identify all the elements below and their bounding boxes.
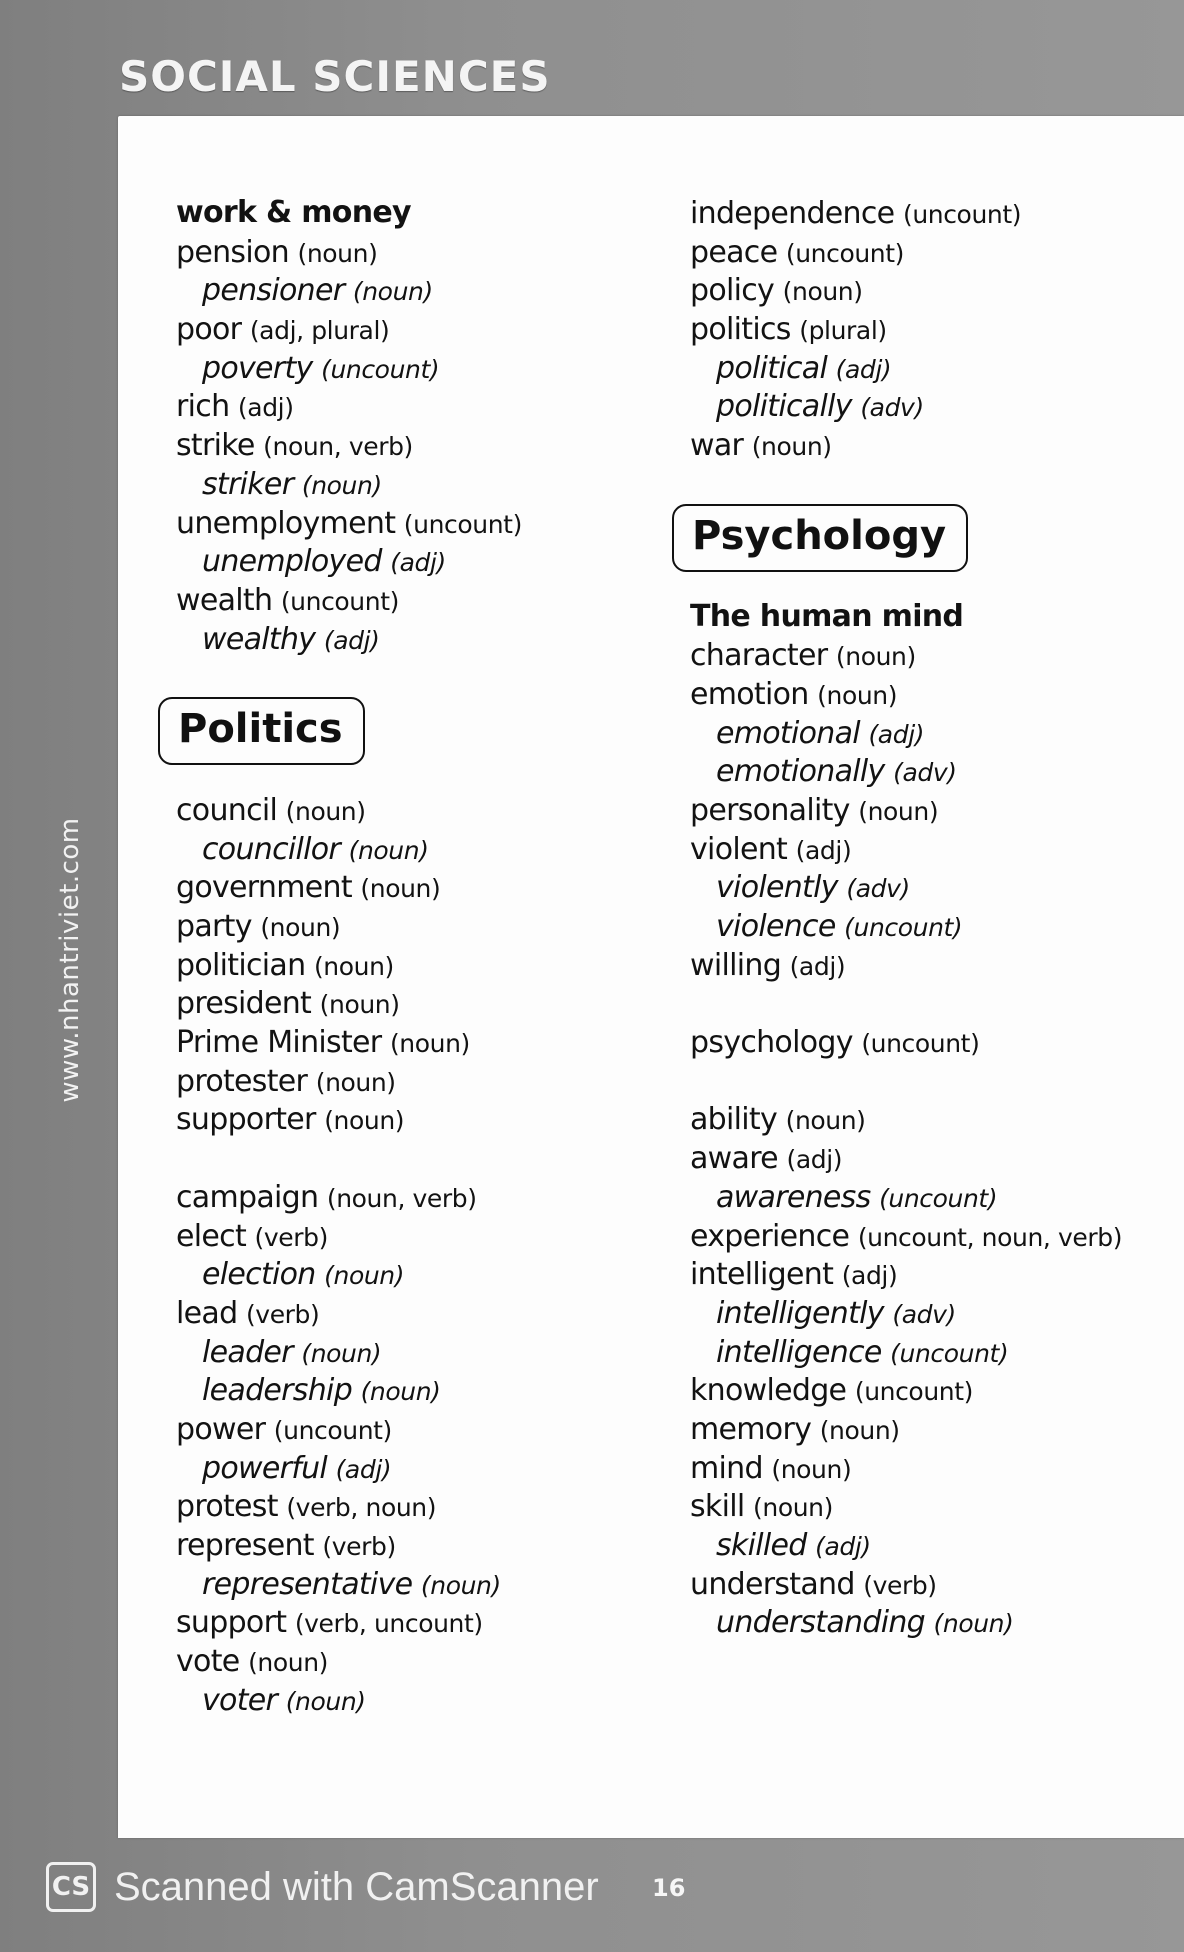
entry-word: election (202, 1257, 316, 1293)
entry-word: policy (690, 273, 775, 309)
entry-word: intelligently (716, 1295, 884, 1331)
entry-word: Prime Minister (176, 1025, 382, 1061)
entry-word: ability (690, 1102, 778, 1138)
entry-word: unemployment (176, 505, 396, 541)
vocab-entry (176, 504, 676, 543)
entry-word: wealth (176, 582, 273, 618)
entry-word: character (690, 638, 828, 674)
part-of-speech: (noun) (817, 680, 898, 710)
part-of-speech: (adj, plural) (249, 316, 390, 346)
vocab-entry (690, 426, 1180, 465)
entry-word: pension (176, 234, 289, 270)
vocab-entry (690, 636, 1180, 675)
entry-word: wealthy (202, 621, 316, 657)
part-of-speech: (noun) (782, 277, 863, 307)
vocab-entry (176, 1487, 676, 1526)
vocab-entry (176, 310, 676, 349)
vocab-entry (176, 233, 676, 272)
entry-word: politician (176, 947, 306, 983)
derived-word-entry (690, 387, 1180, 426)
part-of-speech: (noun) (319, 990, 400, 1020)
entry-word: memory (690, 1411, 812, 1447)
derived-word-entry (176, 1371, 676, 1410)
part-of-speech: (adj) (323, 625, 380, 655)
part-of-speech: (noun) (835, 642, 916, 672)
part-of-speech: (noun) (248, 1648, 328, 1678)
derived-word-entry (176, 1333, 676, 1372)
entry-word: elect (176, 1218, 247, 1254)
entry-word: willing (690, 947, 782, 983)
entry-word: politically (716, 389, 852, 425)
entry-word: politics (690, 312, 791, 348)
derived-word-entry (690, 349, 1180, 388)
part-of-speech: (uncount) (321, 354, 440, 384)
vocab-entry (690, 1410, 1180, 1449)
part-of-speech: (noun) (313, 951, 394, 981)
vocab-entry (176, 1100, 676, 1139)
part-of-speech: (uncount) (902, 200, 1022, 229)
vocab-entry (690, 1100, 1180, 1139)
part-of-speech: (verb, noun) (286, 1493, 437, 1523)
derived-word-entry (176, 830, 676, 869)
part-of-speech: (noun) (933, 1609, 1014, 1639)
vocab-entry (176, 791, 676, 830)
right-column (690, 194, 1180, 1642)
vocab-entry (690, 1487, 1180, 1526)
part-of-speech: (adj) (795, 835, 852, 865)
derived-word-entry (176, 271, 676, 310)
entry-word: experience (690, 1218, 850, 1254)
entry-word: skill (690, 1489, 745, 1525)
part-of-speech: (uncount) (785, 238, 905, 268)
part-of-speech: (noun) (819, 1415, 900, 1445)
part-of-speech: (noun) (360, 1377, 441, 1407)
entry-word: leader (202, 1334, 293, 1370)
entry-word: government (176, 870, 352, 906)
derived-word-entry (176, 542, 676, 581)
part-of-speech: (uncount) (861, 1029, 980, 1059)
entry-word: personality (690, 792, 850, 828)
part-of-speech: (plural) (799, 316, 887, 346)
part-of-speech: (verb) (863, 1570, 937, 1600)
part-of-speech: (adv) (892, 1299, 956, 1329)
part-of-speech: (noun) (324, 1261, 405, 1291)
part-of-speech: (noun) (771, 1454, 852, 1484)
vocab-entry (176, 1410, 676, 1449)
derived-word-entry (176, 1681, 676, 1720)
part-of-speech: (noun) (348, 835, 429, 865)
vocab-entry (690, 1371, 1180, 1410)
part-of-speech: (adj) (237, 393, 294, 423)
part-of-speech: (noun, verb) (326, 1183, 477, 1213)
vocab-entry (176, 1603, 676, 1642)
part-of-speech: (noun) (260, 913, 341, 942)
derived-word-entry (690, 907, 1180, 946)
part-of-speech: (uncount, noun, verb) (857, 1222, 1123, 1252)
entry-word: awareness (716, 1179, 871, 1215)
vocab-entry (690, 1217, 1180, 1256)
vocab-entry (176, 907, 676, 946)
vocab-entry (690, 233, 1180, 272)
vocab-entry (690, 1565, 1180, 1604)
part-of-speech: (noun) (420, 1570, 501, 1600)
entry-word: emotional (716, 715, 860, 751)
derived-word-entry (690, 1178, 1180, 1217)
scanner-text: Scanned with CamScanner (114, 1864, 599, 1909)
part-of-speech: (adj) (835, 354, 892, 384)
part-of-speech: (noun) (324, 1106, 405, 1136)
entry-word: war (690, 428, 744, 464)
vocab-entry (176, 868, 676, 907)
entry-word: skilled (716, 1528, 807, 1563)
entry-word: rich (176, 389, 230, 425)
entry-word: supporter (176, 1102, 316, 1138)
part-of-speech: (adj) (841, 1261, 898, 1291)
derived-word-entry (690, 1333, 1180, 1372)
entry-word: lead (176, 1295, 238, 1331)
part-of-speech: (adv) (860, 393, 924, 423)
section-box (158, 697, 676, 767)
part-of-speech: (noun) (301, 470, 382, 500)
entry-word: protester (176, 1063, 308, 1099)
section-title: SOCIAL SCIENCES (119, 52, 551, 101)
derived-word-entry (176, 1449, 676, 1488)
entry-word: independence (690, 196, 895, 231)
entry-word: violently (716, 870, 838, 906)
vocab-entry (690, 194, 1180, 233)
entry-word: striker (202, 466, 294, 502)
entry-word: unemployed (202, 544, 382, 580)
entry-word: support (176, 1605, 287, 1641)
entry-word: voter (202, 1682, 278, 1718)
part-of-speech: (adj) (390, 548, 446, 578)
spacer (690, 1062, 1180, 1101)
section-box (672, 504, 1180, 574)
entry-word: party (176, 909, 252, 944)
part-of-speech: (verb, uncount) (294, 1609, 483, 1639)
entry-word: intelligent (690, 1257, 834, 1293)
part-of-speech: (noun) (352, 277, 433, 307)
vocab-entry (176, 426, 676, 465)
vocab-entry (176, 984, 676, 1023)
entry-word: violence (716, 909, 836, 944)
part-of-speech: (adj) (868, 719, 925, 749)
vocab-entry (176, 1023, 676, 1062)
vocab-entry (176, 1062, 676, 1101)
section-heading: Politics (158, 697, 365, 765)
vocab-entry (690, 1023, 1180, 1062)
entry-word: leadership (202, 1373, 353, 1409)
part-of-speech: (adv) (846, 874, 910, 904)
entry-word: aware (690, 1141, 778, 1177)
entry-word: vote (176, 1644, 240, 1680)
camscanner-logo-icon: CS (46, 1862, 96, 1912)
vocab-entry (176, 1178, 676, 1217)
entry-word: understand (690, 1566, 855, 1602)
entry-word: psychology (690, 1025, 853, 1061)
scanner-watermark (46, 1862, 599, 1912)
vocab-entry (176, 387, 676, 426)
part-of-speech: (noun) (753, 1493, 833, 1523)
part-of-speech: (uncount) (844, 913, 963, 942)
derived-word-entry (690, 868, 1180, 907)
vocab-entry (690, 675, 1180, 714)
part-of-speech: (verb) (254, 1222, 328, 1252)
entry-word: strike (176, 428, 255, 464)
vocab-entry (176, 1217, 676, 1256)
entry-word: understanding (716, 1605, 925, 1641)
left-column (176, 194, 676, 1719)
vocab-entry (176, 946, 676, 985)
derived-word-entry (176, 1565, 676, 1604)
part-of-speech: (uncount) (890, 1338, 1009, 1368)
vocab-entry (690, 830, 1180, 869)
part-of-speech: (noun) (285, 796, 366, 826)
part-of-speech: (noun) (858, 796, 939, 826)
entry-word: campaign (176, 1179, 319, 1215)
entry-word: powerful (202, 1450, 328, 1486)
derived-word-entry (176, 620, 676, 659)
vocab-entry (176, 1526, 676, 1565)
part-of-speech: (verb) (322, 1532, 396, 1561)
spacer (690, 984, 1180, 1023)
entry-word: poor (176, 312, 242, 348)
derived-word-entry (690, 1526, 1180, 1565)
spacer (176, 658, 676, 697)
entry-word: represent (176, 1528, 314, 1563)
derived-word-entry (690, 1294, 1180, 1333)
vocab-entry (690, 946, 1180, 985)
spacer (690, 465, 1180, 504)
entry-word: president (176, 986, 312, 1022)
page-number: 16 (652, 1874, 686, 1902)
part-of-speech: (noun) (389, 1029, 470, 1059)
part-of-speech: (adv) (893, 758, 957, 788)
vocab-entry (176, 1642, 676, 1681)
entry-word: intelligence (716, 1334, 882, 1370)
part-of-speech: (noun, verb) (263, 432, 413, 462)
entry-word: poverty (202, 350, 313, 386)
vocab-entry (176, 1294, 676, 1333)
derived-word-entry (176, 1255, 676, 1294)
vocab-entry (690, 1449, 1180, 1488)
entry-word: political (716, 350, 828, 386)
entry-word: representative (202, 1566, 413, 1602)
derived-word-entry (690, 714, 1180, 753)
subsection-heading: work & money (176, 195, 411, 230)
vocab-entry (690, 1255, 1180, 1294)
section-heading: Psychology (672, 504, 968, 572)
vocab-entry (176, 581, 676, 620)
entry-word: protest (176, 1489, 278, 1525)
part-of-speech: (noun) (360, 874, 441, 904)
part-of-speech: (verb) (245, 1299, 320, 1329)
entry-word: emotionally (716, 754, 885, 790)
derived-word-entry (176, 349, 676, 388)
part-of-speech: (noun) (285, 1686, 366, 1716)
derived-word-entry (690, 752, 1180, 791)
vocab-entry (690, 1139, 1180, 1178)
entry-word: emotion (690, 676, 809, 712)
entry-word: council (176, 792, 278, 828)
vocab-entry (690, 791, 1180, 830)
part-of-speech: (uncount) (854, 1377, 973, 1407)
spacer (176, 1139, 676, 1178)
part-of-speech: (uncount) (273, 1415, 392, 1445)
part-of-speech: (uncount) (280, 586, 399, 616)
part-of-speech: (adj) (815, 1532, 871, 1561)
sidebar-url: www.nhantriviet.com (55, 817, 85, 1103)
vocab-entry (690, 271, 1180, 310)
part-of-speech: (noun) (297, 238, 378, 268)
entry-word: councillor (202, 831, 341, 867)
part-of-speech: (adj) (789, 951, 846, 981)
entry-word: knowledge (690, 1373, 847, 1409)
entry-word: power (176, 1411, 266, 1447)
part-of-speech: (noun) (315, 1067, 396, 1097)
subsection-heading: The human mind (690, 598, 964, 634)
part-of-speech: (adj) (786, 1145, 843, 1175)
part-of-speech: (uncount) (403, 509, 522, 539)
part-of-speech: (noun) (301, 1338, 382, 1368)
part-of-speech: (noun) (785, 1106, 866, 1136)
derived-word-entry (690, 1603, 1180, 1642)
derived-word-entry (176, 465, 676, 504)
entry-word: pensioner (202, 273, 345, 309)
entry-word: peace (690, 234, 778, 270)
entry-word: mind (690, 1450, 763, 1486)
entry-word: violent (690, 831, 788, 867)
vocab-entry (690, 310, 1180, 349)
part-of-speech: (uncount) (879, 1183, 998, 1213)
part-of-speech: (noun) (751, 432, 832, 462)
part-of-speech: (adj) (335, 1454, 392, 1484)
